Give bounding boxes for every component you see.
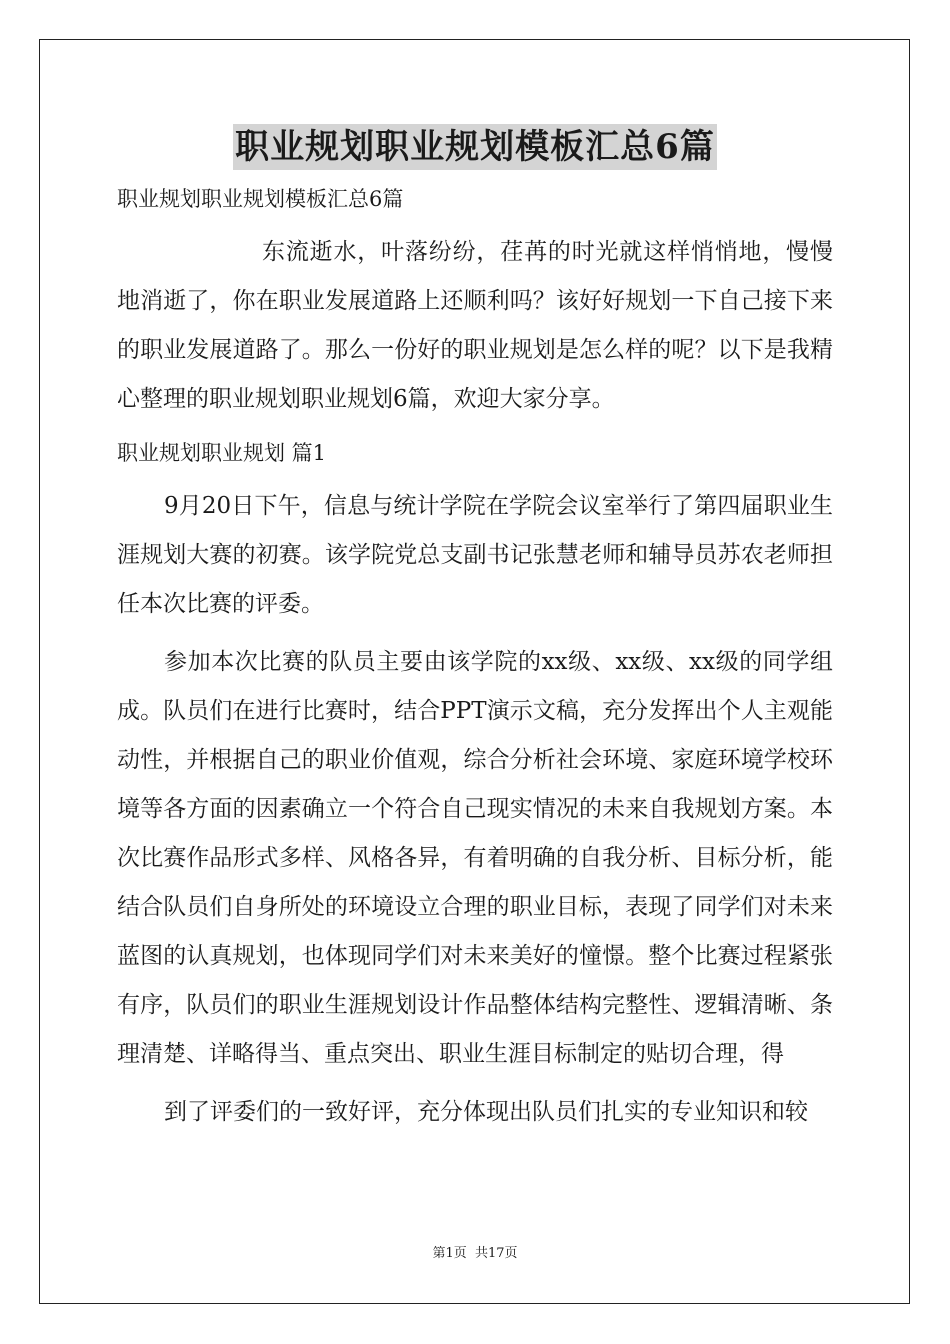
section-heading: 职业规划职业规划 篇1 [117,441,327,465]
document-title: 职业规划职业规划模板汇总6篇 [233,124,717,170]
page-footer [0,1242,950,1261]
title-container [0,124,950,170]
document-body [117,179,833,1146]
intro-paragraph: 东流逝水，叶落纷纷，荏苒的时光就这样悄悄地，慢慢地消逝了，你在职业发展道路上还顺利吗？该好好规划一下自己接下来的职业发展道路了。那么一份好的职业规划是怎么样的呢？以下是我精心整理的职业规划职业规划6篇，欢迎大家分享。 [117,239,833,412]
total-pages: 共17页 [474,1246,518,1261]
page-number: 第1页 [432,1246,467,1261]
body-paragraph: 到了评委们的一致好评，充分体现出队员们扎实的专业知识和较 [164,1099,808,1125]
body-paragraph: 9月20日下午，信息与统计学院在学院会议室举行了第四届职业生涯规划大赛的初赛。该学院党总支副书记张慧老师和辅导员苏农老师担任本次比赛的评委。 [117,493,833,617]
document-subtitle: 职业规划职业规划模板汇总6篇 [117,187,404,211]
body-paragraph: 参加本次比赛的队员主要由该学院的xx级、xx级、xx级的同学组成。队员们在进行比赛时，结合PPT演示文稿，充分发挥出个人主观能动性，并根据自己的职业价值观，综合分析社会环境、家庭环境学校环境等各方面的因素确立一个符合自己现实情况的未来自我规划方案。本次比赛作品形式多样、风格各异，有着明确的自我分析、目标分析，能结合队员们自身所处的环境设立合理的职业目标，表现了同学们对未来蓝图的认真规划，也体现同学们对未来美好的憧憬。整个比赛过程紧张有序，队员们的职业生涯规划设计作品整体结构完整性、逻辑清晰、条理清楚、详略得当、重点突出、职业生涯目标制定的贴切合理，得 [117,649,833,1067]
